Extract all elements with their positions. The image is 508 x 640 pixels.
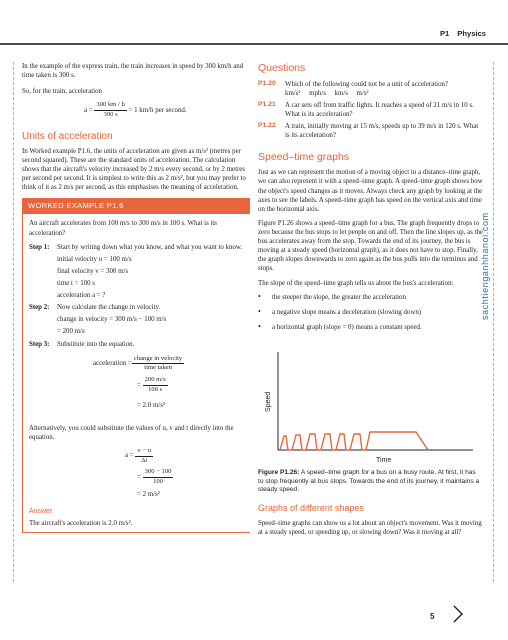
eq3b-numerator: 300 − 100 [143, 468, 174, 478]
right-column [258, 62, 483, 542]
question-number: P1.22 [258, 122, 276, 130]
direct-result: = 2 m/s² [137, 490, 160, 498]
header-rule [0, 43, 508, 45]
initial-velocity: initial velocity u = 100 m/s [57, 255, 132, 263]
bullet-item: • the steeper the slope, the greater the acceleration [258, 291, 406, 301]
change-in-velocity: change in velocity = 300 m/s − 100 m/s [57, 316, 167, 324]
acceleration-substitution [137, 376, 250, 394]
worked-example-box [22, 214, 250, 532]
units-paragraph: In Worked example P1.6, the units of acceleration are given as m/s² (metres per second squared). These are the standard units of acceleration. The calculation shows that the aircraft's velocity increased by 2 m/s every second, or by 2 metres per second per second. It is simplest to write this as 2 m/s², but you may prefer to think of it as 2 m/s per second, as this emphasises the meaning of acceleration. [22, 147, 246, 192]
step-1-text: Start by writing down what you know, and what you want to know. [57, 243, 243, 251]
right-margin-guide [493, 62, 494, 582]
eq3-numerator: v − u [135, 447, 153, 457]
question-number: P1.21 [258, 101, 276, 109]
worked-example-banner: WORKED EXAMPLE P1.6 [22, 198, 250, 214]
alternative-text: Alternatively, you could substitute the values of u, v and t directly into the equation. [29, 424, 234, 441]
step-2-label: Step 2: [29, 304, 50, 312]
speed-time-heading: Speed–time graphs [258, 150, 350, 163]
bullet-item: • a negative slope means a deceleration (slowing down) [258, 306, 422, 316]
question-p1-22 [258, 122, 483, 140]
next-page-chevron-icon[interactable] [452, 604, 464, 624]
final-velocity: final velocity v = 300 m/s [57, 267, 129, 275]
slope-bullet-list [258, 293, 483, 332]
worked-question: An aircraft accelerates from 100 m/s to 300 m/s in 100 s. What is its acceleration? [29, 220, 217, 237]
question-p1-20 [258, 80, 483, 98]
y-axis-label: Speed [265, 391, 272, 413]
eq-denominator: 300 s [103, 111, 118, 119]
intro-paragraph: In the example of the express train, the train increases in speed by 300 km/h and time taken is 300 s. [22, 63, 244, 80]
units-heading: Units of acceleration [22, 130, 113, 142]
question-number: P1.20 [258, 79, 276, 87]
x-axis-label: Time [376, 457, 392, 465]
unit-options: km/s² mph/s km/s m/s² [285, 89, 369, 97]
bullet-icon: • [258, 291, 261, 301]
answer-text: The aircraft's acceleration is 2.0 m/s². [29, 519, 133, 527]
speed-time-paragraph-3: The slope of the speed–time graph tells us about the bus's acceleration: [258, 279, 454, 287]
bus-speed-line [280, 432, 428, 450]
eq2b-denominator: 100 s [148, 385, 163, 393]
caption-text: A speed–time graph for a bus on a busy route. At first, it has to stop frequently at bus stops. Towards the end of its journey, it maintains a steady speed. [258, 469, 480, 494]
answer-label: Answer [29, 507, 52, 515]
acceleration-equation [93, 355, 250, 373]
eq-fraction [94, 101, 126, 119]
step-2-text: Now calculate the change in velocity. [57, 304, 161, 312]
direct-equation [125, 447, 250, 465]
left-margin-guide [13, 62, 14, 582]
intro-paragraph-2: So, for the train, acceleration [22, 88, 102, 96]
page-number: 5 [430, 612, 435, 621]
question-text: A train, initially moving at 15 m/s, speeds up to 39 m/s in 120 s. What is its acceleration? [285, 123, 479, 140]
speed-time-graph [258, 340, 483, 465]
speed-time-paragraph-2: Figure P1.26 shows a speed–time graph for a bus. The graph frequently drops to zero because the bus stops to let people on and off. Then the line slopes up, as the bus accelerates away from the stop. Towards the end of its journey, the bus is moving at a steady speed (horizontal graph), as it does not have to stop. Finally, the graph slopes downwards to zero again as the bus pulls into the terminus and stops. [258, 219, 483, 273]
acceleration-unknown: acceleration a = ? [57, 292, 106, 300]
time-value: time t = 100 s [57, 280, 95, 288]
graph-shapes-heading: Graphs of different shapes [258, 503, 364, 514]
eq3b-fraction [143, 468, 174, 486]
step-3-label: Step 3: [29, 340, 50, 348]
step-1 [29, 243, 250, 252]
step-2 [29, 303, 250, 312]
running-header [432, 29, 486, 39]
eq2-numerator: change in velocity [132, 355, 184, 365]
eq3-lhs: a = [125, 452, 134, 460]
eq3b-denominator: 100 [153, 477, 163, 485]
watermark: sachtienganhhanoi.com [480, 212, 490, 320]
eq3-denominator: Δt [141, 456, 148, 464]
bullet-icon: • [258, 306, 261, 316]
question-text: Which of the following could not be a unit of acceleration? [285, 80, 449, 88]
train-acceleration-equation [84, 101, 250, 119]
step-3-text: Substitute into the equation. [57, 340, 135, 348]
change-in-velocity-result: = 200 m/s [57, 328, 85, 336]
step-3 [29, 340, 250, 349]
question-p1-21 [258, 101, 483, 119]
bullet-icon: • [258, 321, 261, 331]
questions-heading: Questions [258, 62, 306, 74]
caption-label: Figure P1.26: [258, 469, 300, 477]
eq-rhs: = 1 km/h per second. [128, 106, 187, 114]
step-1-label: Step 1: [29, 243, 50, 251]
left-column [22, 62, 250, 533]
figure-caption [258, 469, 483, 495]
chapter-label: P1 [439, 29, 450, 38]
eq2b-equals: = [137, 381, 141, 389]
eq2-fraction [132, 355, 184, 373]
eq2b-fraction [143, 376, 168, 394]
eq3-fraction [135, 447, 153, 465]
eq2-denominator: time taken [144, 364, 172, 372]
speed-time-graph-svg [258, 340, 483, 465]
graph-shapes-paragraph: Speed–time graphs can show us a lot about an object's movement. Was it moving at a steady speed, or speeding up, or slowing down? Was it moving at all? [258, 520, 482, 537]
subject-label: Physics [457, 29, 486, 38]
eq2b-numerator: 200 m/s [143, 376, 168, 386]
direct-substitution [137, 468, 250, 486]
bullet-item: • a horizontal graph (slope = 0) means a constant speed. [258, 321, 422, 331]
acceleration-result: = 2.0 m/s² [137, 401, 165, 409]
eq-lhs: a = [84, 106, 93, 114]
eq2-lhs: acceleration = [93, 360, 132, 368]
question-text: A car sets off from traffic lights. It reaches a speed of 21 m/s in 10 s. What is its acceleration? [285, 102, 474, 119]
eq-numerator: 300 km / h [94, 101, 126, 111]
eq3b-equals: = [137, 473, 141, 481]
speed-time-paragraph-1: Just as we can represent the motion of a moving object in a distance–time graph, we can also represent it with a speed–time graph. A speed–time graph shows how the object's speed changes as it moves. Always check any graph by looking at the axes to see the labels. A speed–time graph has speed on the vertical axis and time on the horizontal axis. [258, 169, 483, 213]
